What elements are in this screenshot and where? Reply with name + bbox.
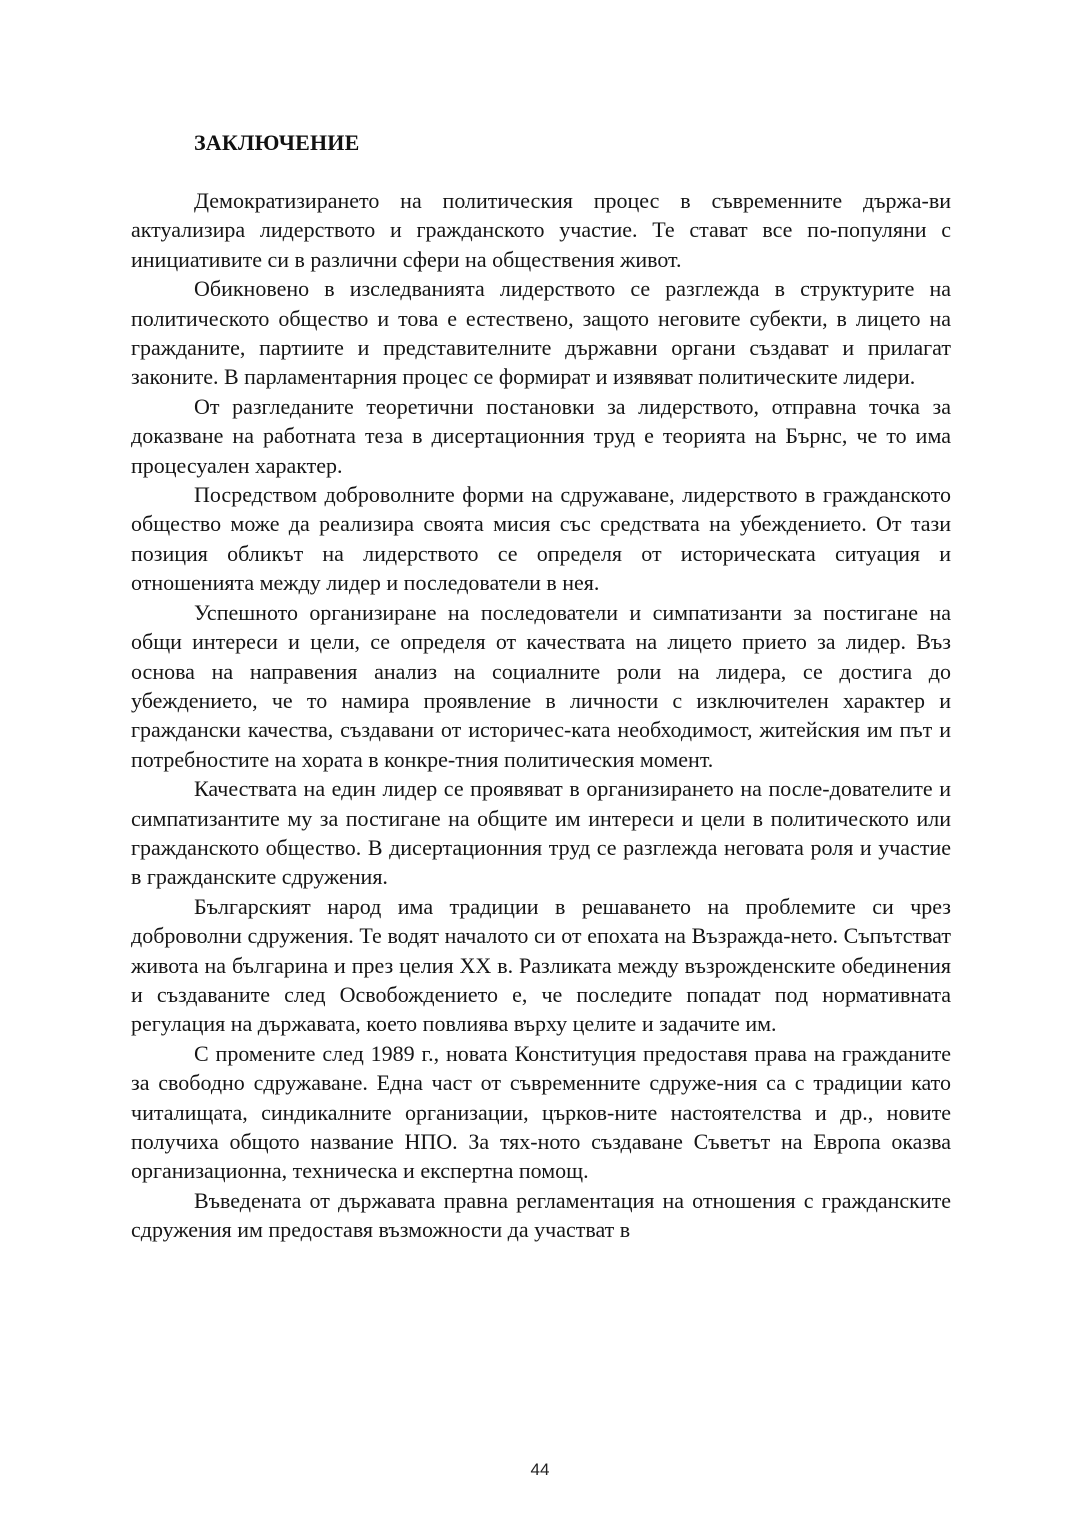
paragraph: Успешното организиране на последователи и симпатизанти за постигане на общи интереси и цели, се определя от качествата на лицето прието за лидер. Въз основа на направения анализ на социалните роли на лидера, се достига до убеждението, че то намира проявление в личности с изключителен характер и граждански качества, създавани от историчес-ката необходимост, житейския им път и потребностите на хората в конкре-тния политическия момент. — [131, 599, 951, 772]
paragraph: Посредством доброволните форми на сдружаване, лидерството в гражданското общество може да реализира своята мисия със средствата на убеждението. От тази позиция обликът на лидерството се определя от историческата ситуация и отношенията между лидер и последователи в нея. — [131, 482, 951, 596]
paragraph: Обикновено в изследванията лидерството се разглежда в структурите на политическото общество и това е естествено, защото неговите субекти, в лицето на гражданите, партиите и представителните държавни органи създават и прилагат законите. В парламентарния процес се формират и изявяват политическите лидери. — [131, 276, 951, 390]
paragraph: Българският народ има традиции в решаването на проблемите си чрез доброволни сдружения. Те водят началото си от епохата на Възражда-нето. Съпътстват живота на българина и през целия XX в. Разликата между възрожденските обединения и създаваните след Освобождението е, че последите попадат под нормативната регулация на държавата, което повлиява върху целите и задачите им. — [131, 893, 951, 1037]
paragraph: От разгледаните теоретични постановки за лидерството, отправна точка за доказване на работната теза в дисертационния труд е теорията на Бърнс, че то има процесуален характер. — [131, 393, 951, 478]
page-number: 44 — [530, 1460, 550, 1479]
section-heading: ЗАКЛЮЧЕНИЕ — [194, 130, 360, 155]
paragraph: Въведената от държавата правна регламентация на отношения с гражданските сдружения им предоставя възможности да участват в — [131, 1187, 951, 1243]
body-text — [131, 186, 951, 1245]
paragraph: Демократизирането на политическия процес в съвременните държа-ви актуализира лидерството и гражданското участие. Те стават все по-популяни с инициативите си в различни сфери на обществения живот. — [131, 188, 951, 272]
paragraph: Качествата на един лидер се проявяват в организирането на после-дователите и симпатизантите му за постигане на общите им интереси и цели в политическото или гражданското общество. В дисертационния труд се разглежда неговата роля и участие в гражданските сдружения. — [131, 776, 951, 890]
paragraph: С промените след 1989 г., новата Конституция предоставя права на гражданите за свободно сдружаване. Една част от съвременните сдруже-ния са с традиции като читалищата, синдикалните организации, църков-ните настоятелства и др., новите получиха общото название НПО. За тях-ното създаване Съветът на Европа оказва организационна, техническа и експертна помощ. — [131, 1040, 951, 1184]
